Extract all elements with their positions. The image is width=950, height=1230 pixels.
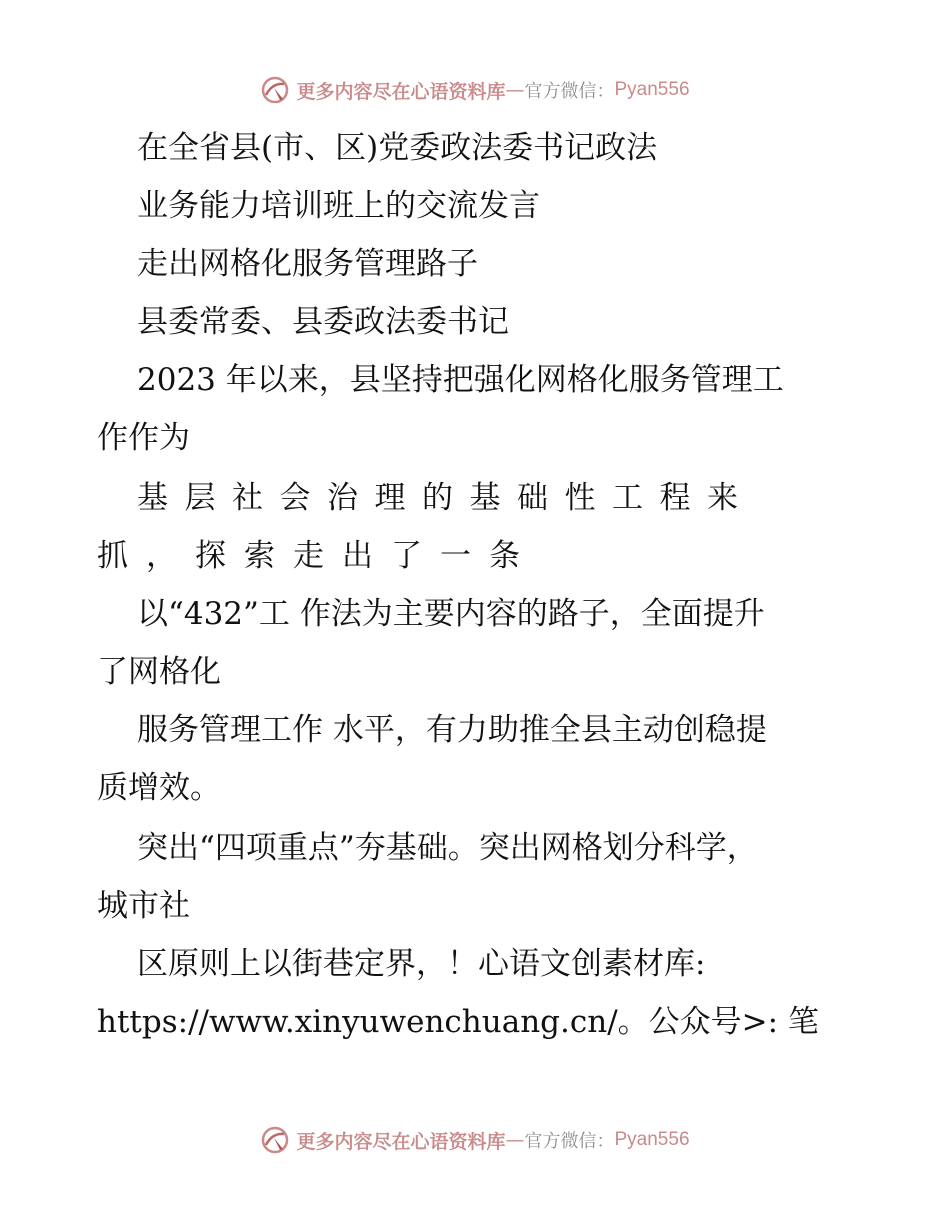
- watermark-wechat-label: 官方微信：: [524, 81, 615, 102]
- watermark-wechat-id: Pyan556: [614, 1129, 690, 1150]
- body-line: 了网格化: [97, 654, 221, 690]
- body-line: 作作为: [97, 420, 190, 456]
- pen-swirl-logo-icon: [260, 75, 290, 105]
- header-watermark: [0, 70, 950, 110]
- body-line: 抓，探索走出了一条: [97, 538, 538, 574]
- body-line: 以“432”工 作法为主要内容的路子，全面提升: [137, 596, 765, 632]
- watermark-dash: —: [505, 1129, 525, 1151]
- pen-swirl-logo-icon: [260, 1125, 290, 1155]
- watermark-dash: —: [505, 79, 525, 101]
- body-line: 2023 年以来，县坚持把强化网格化服务管理工: [137, 362, 784, 398]
- watermark-wechat-label: 官方微信：: [524, 1131, 615, 1152]
- body-line: https://www.xinyuwenchuang.cn/。公众号>: 笔: [97, 1004, 819, 1040]
- body-line: 业务能力培训班上的交流发言: [137, 188, 540, 224]
- watermark-text: 更多内容尽在心语资料库: [296, 80, 506, 103]
- body-line: 基层社会治理的基础性工程来: [137, 480, 755, 516]
- body-line: 县委常委、县委政法委书记: [137, 304, 509, 340]
- body-line: 在全省县(市、区)党委政法委书记政法: [137, 130, 658, 166]
- body-line: 城市社: [97, 888, 190, 924]
- body-line: 突出“四项重点”夯基础。突出网格划分科学，: [137, 830, 758, 866]
- body-line: 质增效。: [97, 770, 221, 806]
- body-line: 区原则上以街巷定界，！心语文创素材库:: [137, 946, 706, 982]
- watermark-wechat-id: Pyan556: [614, 79, 690, 100]
- footer-watermark: [0, 1120, 950, 1160]
- body-line: 服务管理工作 水平，有力助推全县主动创稳提: [137, 712, 767, 748]
- watermark-text: 更多内容尽在心语资料库: [296, 1130, 506, 1153]
- body-line: 走出网格化服务管理路子: [137, 246, 478, 282]
